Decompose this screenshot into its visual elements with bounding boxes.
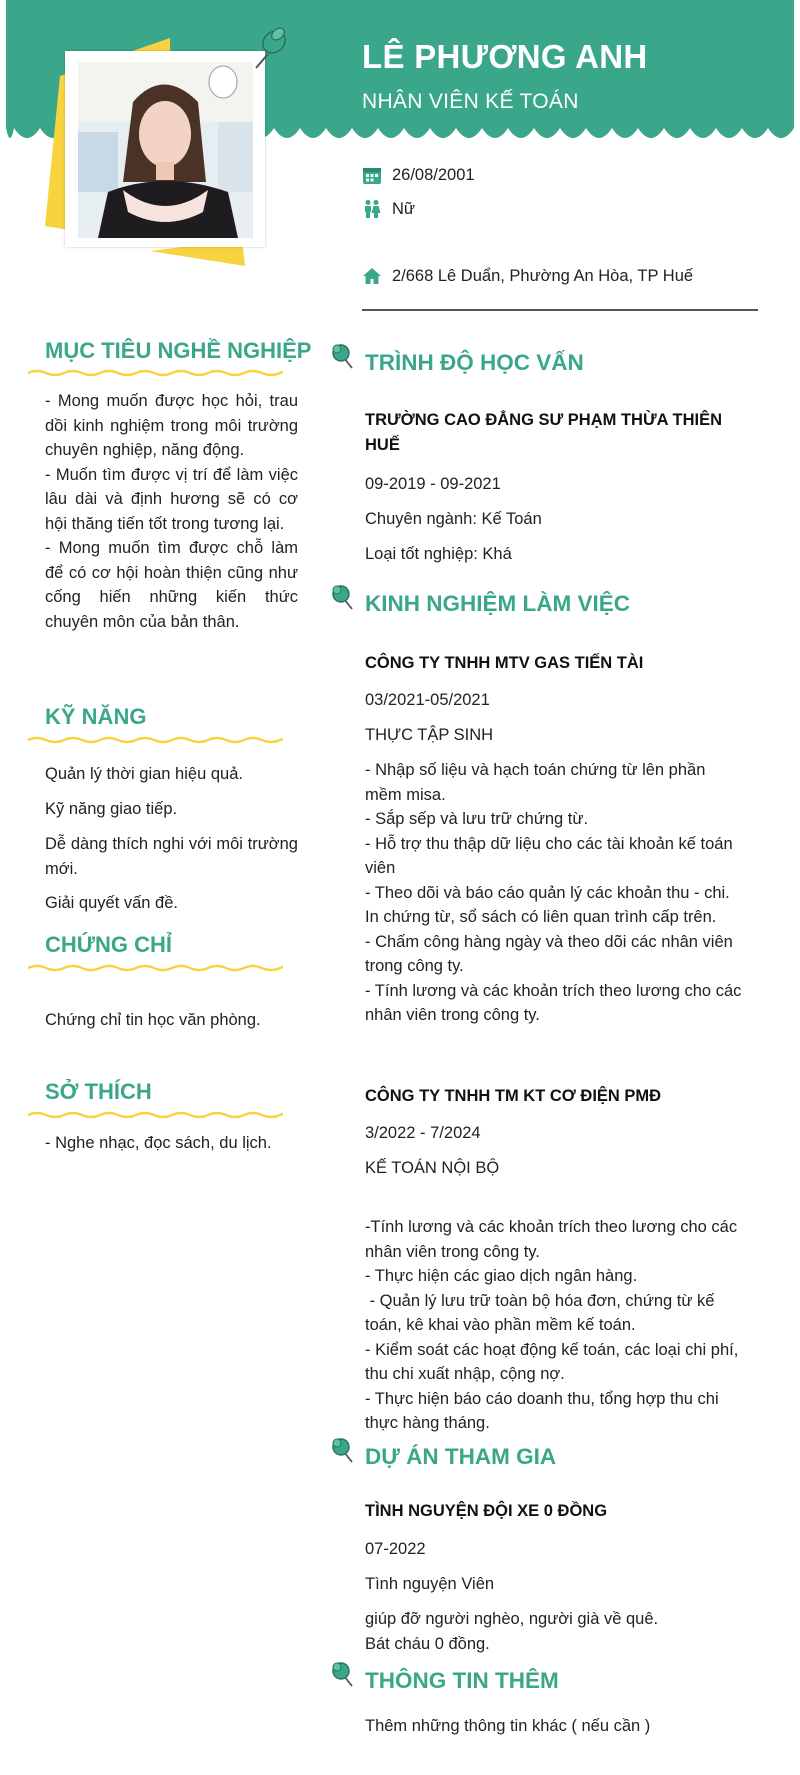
objective-line: - Mong muốn tìm được chỗ làm để có cơ hội hoàn thiện cũng như cống hiến những kiến thức chuyên môn của bản thân. bbox=[45, 539, 298, 631]
avatar-photo bbox=[78, 62, 253, 238]
company-name: CÔNG TY TNHH TM KT CƠ ĐIỆN PMĐ bbox=[365, 1087, 662, 1105]
objective-title: MỤC TIÊU NGHỀ NGHIỆP bbox=[45, 338, 312, 363]
project-description bbox=[365, 1607, 745, 1656]
duty-line: - Sắp sếp và lưu trữ chứng từ. bbox=[365, 810, 589, 828]
duty-line: - Theo dõi và báo cáo quản lý các khoản thu - chi. bbox=[365, 883, 730, 902]
job-period: 3/2022 - 7/2024 bbox=[365, 1124, 481, 1142]
duty-line: - Tính lương và các khoản trích theo lương cho các nhân viên trong công ty. bbox=[365, 981, 746, 1024]
duty-line: - Nhập số liệu và hạch toán chứng từ lên phần mềm misa. bbox=[365, 761, 710, 804]
birthdate-row bbox=[362, 165, 475, 185]
company-name: CÔNG TY TNHH MTV GAS TIẾN TÀI bbox=[365, 654, 644, 672]
projects-title: DỰ ÁN THAM GIA bbox=[365, 1444, 557, 1469]
header-divider bbox=[362, 309, 758, 311]
hobbies-title: SỞ THÍCH bbox=[45, 1079, 152, 1104]
calendar-icon bbox=[362, 165, 382, 185]
gender-row bbox=[362, 199, 415, 219]
duty-line: - Chấm công hàng ngày và theo dõi các nhân viên trong công ty. bbox=[365, 932, 738, 975]
description-line: giúp đỡ người nghèo, người già về quê. bbox=[365, 1610, 659, 1628]
job-period: 03/2021-05/2021 bbox=[365, 691, 490, 709]
project-name: TÌNH NGUYỆN ĐỘI XE 0 ĐỒNG bbox=[365, 1502, 608, 1520]
skills-title: KỸ NĂNG bbox=[45, 704, 147, 729]
candidate-name: LÊ PHƯƠNG ANH bbox=[362, 38, 648, 75]
project-role: Tình nguyện Viên bbox=[365, 1575, 495, 1593]
objective-line: - Mong muốn được học hỏi, trau dồi kinh nghiệm trong môi trường chuyên nghiệp, năng động. bbox=[45, 392, 298, 459]
certificates-title: CHỨNG CHỈ bbox=[45, 932, 173, 957]
certificate-item: Chứng chỉ tin học văn phòng. bbox=[45, 1011, 261, 1029]
wavy-underline bbox=[28, 734, 283, 746]
duty-line: -Tính lương và các khoản trích theo lương cho các nhân viên trong công ty. bbox=[365, 1218, 742, 1261]
pushpin-icon bbox=[330, 342, 358, 372]
wavy-underline bbox=[28, 962, 283, 974]
job-position: THỰC TẬP SINH bbox=[365, 726, 494, 744]
project-period: 07-2022 bbox=[365, 1540, 426, 1558]
duty-line: - Quản lý lưu trữ toàn bộ hóa đơn, chứng từ kế toán, kê khai vào phần mềm kế toán. bbox=[365, 1291, 720, 1334]
skill-item: Dễ dàng thích nghi với môi trường mới. bbox=[45, 835, 298, 878]
address: 2/668 Lê Duẩn, Phường An Hòa, TP Huế bbox=[392, 266, 694, 285]
education-major: Chuyên ngành: Kế Toán bbox=[365, 510, 542, 528]
job-title: NHÂN VIÊN KẾ TOÁN bbox=[362, 90, 579, 113]
job-duties bbox=[365, 758, 745, 1028]
pushpin-icon bbox=[330, 583, 358, 613]
objective-line: - Muốn tìm được vị trí để làm việc lâu dài và định hương sẽ có cơ hội thăng tiến tốt trong tương lại. bbox=[45, 465, 298, 533]
duty-line: - Kiểm soát các hoạt động kế toán, các loại chi phí, thu chi xuất nhập, cộng nợ. bbox=[365, 1340, 743, 1383]
pushpin-icon bbox=[330, 1436, 358, 1466]
description-line: Bát cháu 0 đồng. bbox=[365, 1634, 490, 1653]
wavy-underline bbox=[28, 367, 283, 379]
duty-line: - Thực hiện các giao dịch ngân hàng. bbox=[365, 1267, 638, 1285]
gender: Nữ bbox=[392, 199, 415, 218]
duty-line: - Thực hiện báo cáo doanh thu, tổng hợp thu chi thực hàng tháng. bbox=[365, 1389, 724, 1432]
education-grade: Loại tốt nghiệp: Khá bbox=[365, 545, 512, 563]
skill-item: Kỹ năng giao tiếp. bbox=[45, 800, 178, 818]
wavy-underline bbox=[28, 1109, 283, 1121]
job-position: KẾ TOÁN NỘI BỘ bbox=[365, 1159, 500, 1177]
pushpin-icon bbox=[330, 1660, 358, 1690]
hobby-item: - Nghe nhạc, đọc sách, du lịch. bbox=[45, 1134, 272, 1152]
job-duties bbox=[365, 1215, 745, 1436]
school-name: TRƯỜNG CAO ĐẲNG SƯ PHẠM THỪA THIÊN HUẾ bbox=[365, 411, 723, 454]
gender-icon bbox=[362, 199, 382, 219]
birthdate: 26/08/2001 bbox=[392, 165, 475, 184]
education-period: 09-2019 - 09-2021 bbox=[365, 475, 501, 493]
education-title: TRÌNH ĐỘ HỌC VẤN bbox=[365, 350, 584, 375]
skill-item: Quản lý thời gian hiệu quả. bbox=[45, 765, 243, 783]
extra-title: THÔNG TIN THÊM bbox=[365, 1668, 559, 1693]
pushpin-icon bbox=[248, 24, 288, 74]
experience-title: KINH NGHIỆM LÀM VIỆC bbox=[365, 591, 631, 616]
address-row bbox=[362, 266, 693, 286]
home-icon bbox=[362, 266, 382, 286]
duty-line: In chứng từ, sổ sách có liên quan trình cấp trên. bbox=[365, 908, 717, 926]
duty-line: - Hỗ trợ thu thập dữ liệu cho các tài khoản kế toán viên bbox=[365, 834, 738, 877]
skill-item: Giải quyết vấn đề. bbox=[45, 894, 178, 912]
objective-text bbox=[45, 389, 298, 634]
extra-text: Thêm những thông tin khác ( nếu cần ) bbox=[365, 1717, 651, 1735]
